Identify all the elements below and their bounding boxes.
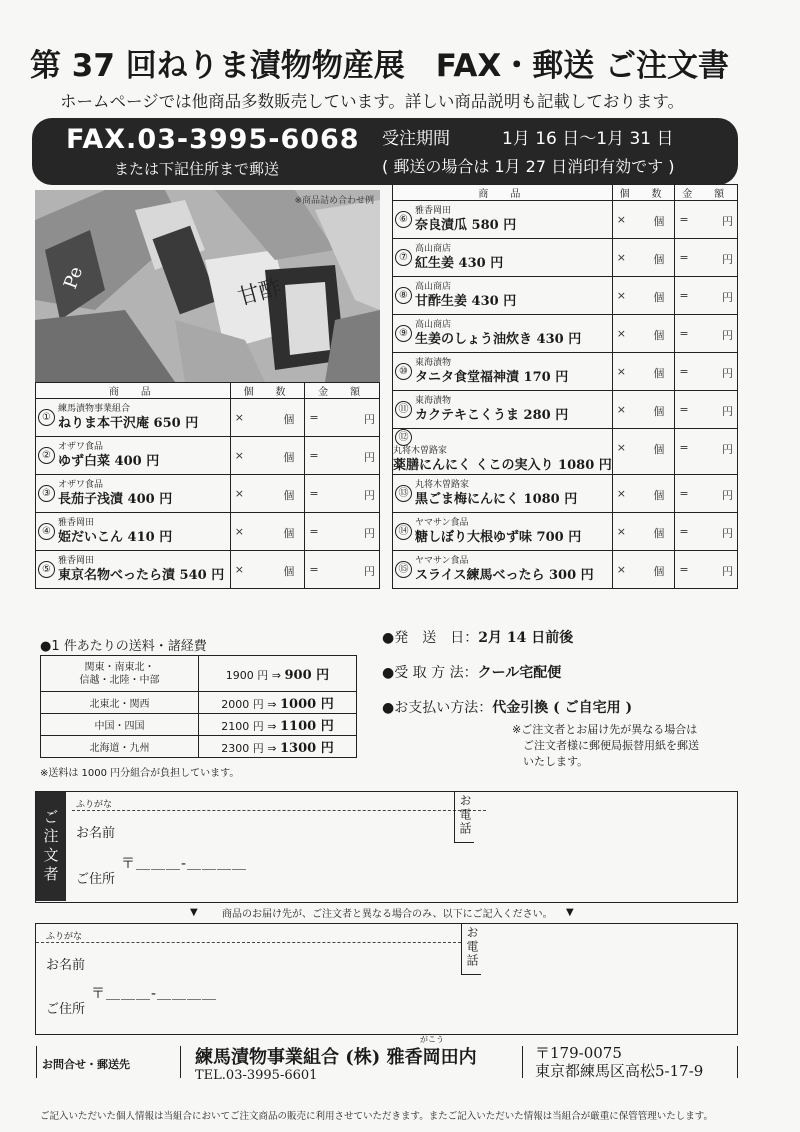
footer-bracket-left — [36, 1046, 37, 1078]
product-number: ⑫ — [395, 429, 412, 446]
footer-contact-label: お問合せ・郵送先 — [42, 1058, 130, 1071]
footer-org-ruby: がこう — [420, 1035, 444, 1044]
equals-symbol: = — [679, 365, 689, 378]
quantity-field[interactable] — [230, 437, 305, 475]
product-name-block — [58, 404, 198, 432]
product-photo — [35, 190, 380, 382]
product-name-block — [415, 518, 581, 546]
product-name: 姫だいこん 410 円 — [58, 529, 173, 545]
times-symbol: × — [616, 213, 626, 226]
product-row — [393, 551, 738, 589]
product-maker: 高山商店 — [415, 319, 452, 330]
product-maker: 丸将木曽路家 — [393, 446, 448, 456]
product-name: 奈良漬瓜 580 円 — [415, 217, 517, 233]
yen-label: 円 — [722, 291, 733, 304]
order-period-note: ( 郵送の場合は 1月 27 日消印有効です ) — [382, 157, 675, 176]
shipping-cost — [199, 714, 357, 736]
arrow-right-icon: ⇒ — [271, 669, 282, 682]
delivery-address-field[interactable] — [41, 1004, 731, 1026]
equals-symbol: = — [679, 487, 689, 500]
product-cell — [393, 277, 613, 315]
col-product: 商 品 — [393, 185, 613, 201]
delivery-address-label: ご住所 — [46, 1002, 86, 1017]
product-cell — [36, 513, 231, 551]
amount-field[interactable] — [675, 315, 738, 353]
ship-date-label: ●発 送 日： — [382, 630, 479, 646]
tel-label-bottom — [461, 974, 481, 975]
unit-label: 個 — [653, 527, 665, 540]
quantity-field[interactable] — [230, 513, 305, 551]
product-number: ⑮ — [395, 561, 412, 578]
quantity-field[interactable] — [612, 201, 675, 239]
yen-label: 円 — [722, 405, 733, 418]
product-name: ねりま本干沢庵 650 円 — [58, 415, 199, 431]
product-cell — [36, 437, 231, 475]
equals-symbol: = — [679, 403, 689, 416]
arrow-down-icon: ▼ — [190, 907, 198, 918]
delivery-tel-label: お電話 — [461, 924, 481, 974]
product-row — [36, 399, 380, 437]
cost-after: 900 円 — [284, 668, 330, 683]
payment-method-label: ●お支払い方法： — [382, 700, 493, 716]
left-product-table — [35, 382, 380, 589]
delivery-form — [35, 923, 738, 1035]
quantity-field[interactable] — [612, 513, 675, 551]
ship-date-value: 2月 14 日前後 — [478, 630, 574, 646]
product-number: ⑧ — [395, 287, 412, 304]
cost-after: 1100 円 — [280, 719, 334, 734]
product-number: ⑤ — [38, 561, 55, 578]
times-symbol: × — [234, 449, 244, 462]
product-name-block — [415, 556, 594, 584]
times-symbol: × — [616, 525, 626, 538]
product-maker: ヤマサン食品 — [415, 555, 469, 566]
quantity-field[interactable] — [230, 475, 305, 513]
equals-symbol: = — [309, 525, 319, 538]
amount-field[interactable] — [675, 429, 738, 475]
amount-field[interactable] — [675, 551, 738, 589]
unit-label: 個 — [283, 413, 295, 426]
product-name-block — [58, 480, 172, 508]
product-name: 生姜のしょう油炊き 430 円 — [415, 331, 582, 347]
privacy-notice: ご記入いただいた個人情報は当組合においてご注文商品の販売に利用させていただきます。またご記入いただいた情報は当組合が厳重に保管管理いたします。 — [40, 1111, 713, 1122]
product-name-block — [415, 358, 568, 386]
shipping-cost — [199, 692, 357, 714]
orderer-name-label: お名前 — [76, 826, 116, 841]
fax-banner — [32, 118, 738, 185]
product-name: 薬膳にんにく くこの実入り 1080 円 — [393, 458, 612, 473]
amount-field[interactable] — [675, 475, 738, 513]
product-name: タニタ食堂福神漬 170 円 — [415, 369, 569, 385]
product-maker: 雅香岡田 — [415, 205, 452, 216]
table-header-row — [36, 383, 380, 399]
orderer-name-field[interactable] — [72, 832, 452, 854]
product-name: 甘酢生姜 430 円 — [415, 293, 517, 309]
product-number: ⑨ — [395, 325, 412, 342]
yen-label: 円 — [364, 451, 375, 464]
product-name: 長茄子浅漬 400 円 — [58, 491, 173, 507]
equals-symbol: = — [309, 563, 319, 576]
times-symbol: × — [234, 411, 244, 424]
product-row — [393, 475, 738, 513]
product-number: ⑪ — [395, 401, 412, 418]
yen-label: 円 — [722, 443, 733, 456]
quantity-field[interactable] — [612, 315, 675, 353]
cost-before: 2000 円 — [221, 698, 264, 711]
product-number: ⑭ — [395, 523, 412, 540]
arrow-down-icon: ▼ — [566, 907, 574, 918]
product-number: ④ — [38, 523, 55, 540]
product-cell — [393, 201, 613, 239]
shipping-cost — [199, 736, 357, 758]
quantity-field[interactable] — [230, 551, 305, 589]
product-row — [36, 551, 380, 589]
orderer-furigana-field[interactable] — [72, 809, 486, 831]
times-symbol: × — [616, 403, 626, 416]
arrow-right-icon: ⇒ — [267, 698, 277, 711]
equals-symbol: = — [679, 251, 689, 264]
col-amount: 金 額 — [305, 383, 380, 399]
product-cell — [393, 353, 613, 391]
product-cell — [36, 551, 231, 589]
amount-field[interactable] — [675, 277, 738, 315]
orderer-tel-field[interactable] — [476, 796, 731, 836]
product-maker: 東海漬物 — [415, 357, 452, 368]
quantity-field[interactable] — [612, 391, 675, 429]
delivery-instruction: 商品のお届け先が、ご注文者と異なる場合のみ、以下にご記入ください。 — [222, 909, 553, 920]
unit-label: 個 — [283, 565, 295, 578]
product-name-block — [415, 480, 577, 508]
product-maker: オザワ食品 — [58, 441, 104, 452]
equals-symbol: = — [309, 411, 319, 424]
product-maker: オザワ食品 — [58, 479, 104, 490]
footer-bracket-right — [737, 1046, 738, 1078]
product-row — [393, 239, 738, 277]
orderer-side-label: ご注文者 — [36, 792, 66, 901]
product-name-block — [58, 518, 172, 546]
yen-label: 円 — [722, 527, 733, 540]
ship-date-row — [382, 627, 573, 647]
shipping-table — [40, 655, 357, 758]
cost-after: 1300 円 — [280, 741, 334, 756]
product-maker: 高山商店 — [415, 243, 452, 254]
times-symbol: × — [616, 441, 626, 454]
amount-field[interactable] — [675, 239, 738, 277]
equals-symbol: = — [679, 289, 689, 302]
quantity-field[interactable] — [612, 277, 675, 315]
shipping-region: 中国・四国 — [41, 714, 199, 736]
product-cell — [393, 551, 613, 589]
shipping-row — [41, 692, 357, 714]
product-number: ⑩ — [395, 363, 412, 380]
footer-org-name: 練馬漬物事業組合 (株) 雅香岡田内 — [195, 1047, 477, 1068]
yen-label: 円 — [722, 329, 733, 342]
yen-label: 円 — [722, 565, 733, 578]
product-name: ゆず白菜 400 円 — [58, 453, 160, 469]
svg-text:甘酢: 甘酢 — [235, 275, 285, 311]
equals-symbol: = — [679, 327, 689, 340]
arrow-right-icon: ⇒ — [267, 742, 277, 755]
orderer-address-label: ご住所 — [76, 872, 116, 887]
product-row — [393, 201, 738, 239]
orderer-furigana-label: ふりがな — [76, 800, 113, 810]
furigana-divider — [36, 942, 461, 943]
cost-before: 2100 円 — [221, 720, 264, 733]
orderer-tel-label: お電話 — [454, 792, 474, 842]
yen-label: 円 — [722, 489, 733, 502]
shipping-row — [41, 656, 357, 692]
times-symbol: × — [234, 525, 244, 538]
cost-before: 2300 円 — [221, 742, 264, 755]
times-symbol: × — [616, 563, 626, 576]
receive-method-row — [382, 662, 561, 682]
delivery-zip-field[interactable]: 〒＿＿＿-＿＿＿＿ — [91, 986, 218, 1002]
times-symbol: × — [616, 487, 626, 500]
receive-method-label: ●受 取 方 法： — [382, 665, 478, 681]
shipping-cost — [199, 656, 357, 692]
times-symbol: × — [616, 365, 626, 378]
equals-symbol: = — [309, 487, 319, 500]
quantity-field[interactable] — [612, 239, 675, 277]
unit-label: 個 — [653, 367, 665, 380]
product-cell — [393, 315, 613, 353]
times-symbol: × — [234, 487, 244, 500]
right-product-table — [392, 184, 738, 589]
fax-post-text: または下記住所まで郵送 — [114, 160, 280, 178]
yen-label: 円 — [722, 367, 733, 380]
product-number: ⑥ — [395, 211, 412, 228]
delivery-tel-field[interactable] — [483, 928, 733, 968]
product-maker: 雅香岡田 — [58, 555, 95, 566]
product-row — [393, 315, 738, 353]
delivery-name-label: お名前 — [46, 958, 86, 973]
shipping-region: 関東・南東北・ 信越・北陸・中部 — [41, 656, 199, 692]
cost-after: 1000 円 — [280, 697, 334, 712]
footer-divider — [522, 1046, 523, 1078]
product-name-block — [393, 446, 612, 474]
amount-field[interactable] — [675, 513, 738, 551]
unit-label: 個 — [653, 253, 665, 266]
product-cell — [393, 391, 613, 429]
product-name-block — [58, 556, 224, 584]
product-row — [393, 429, 738, 475]
unit-label: 個 — [653, 443, 665, 456]
amount-field[interactable] — [305, 513, 380, 551]
unit-label: 個 — [283, 489, 295, 502]
product-cell — [393, 239, 613, 277]
product-number: ⑦ — [395, 249, 412, 266]
product-name: 糖しぼり大根ゆず味 700 円 — [415, 529, 582, 545]
product-number: ⑬ — [395, 485, 412, 502]
quantity-field[interactable] — [230, 399, 305, 437]
footer-tel: TEL.03-3995-6601 — [195, 1068, 318, 1083]
product-cell — [393, 475, 613, 513]
equals-symbol: = — [679, 441, 689, 454]
unit-label: 個 — [653, 489, 665, 502]
product-cell — [36, 399, 231, 437]
orderer-form — [35, 791, 738, 903]
product-number: ③ — [38, 485, 55, 502]
quantity-field[interactable] — [612, 475, 675, 513]
product-name: スライス練馬べったら 300 円 — [415, 567, 594, 583]
amount-field[interactable] — [305, 399, 380, 437]
footer-address: 東京都練馬区高松5-17-9 — [535, 1062, 704, 1080]
unit-label: 個 — [653, 405, 665, 418]
product-name-block — [415, 320, 581, 348]
col-qty: 個 数 — [230, 383, 305, 399]
product-row — [393, 277, 738, 315]
arrow-right-icon: ⇒ — [267, 720, 277, 733]
svg-text:Pe: Pe — [59, 263, 88, 292]
amount-field[interactable] — [305, 437, 380, 475]
page-title: 第 37 回ねりま漬物物産展 FAX・郵送 ご注文書 — [30, 48, 730, 84]
unit-label: 個 — [283, 451, 295, 464]
page-subtitle: ホームページでは他商品多数販売しています。詳しい商品説明も記載しております。 — [60, 92, 685, 111]
product-maker: 高山商店 — [415, 281, 452, 292]
unit-label: 個 — [653, 215, 665, 228]
product-name-block — [415, 396, 568, 424]
yen-label: 円 — [722, 215, 733, 228]
shipping-row — [41, 736, 357, 758]
shipping-note: ※送料は 1000 円分組合が負担しています。 — [40, 768, 240, 779]
product-cell — [393, 513, 613, 551]
product-cell — [393, 429, 613, 475]
shipping-region: 北海道・九州 — [41, 736, 199, 758]
unit-label: 個 — [653, 329, 665, 342]
quantity-field[interactable] — [612, 353, 675, 391]
quantity-field[interactable] — [612, 429, 675, 475]
payment-method-value: 代金引換 ( ご自宅用 ) — [492, 700, 633, 716]
product-row — [36, 513, 380, 551]
product-number: ① — [38, 409, 55, 426]
product-number: ② — [38, 447, 55, 464]
product-row — [36, 475, 380, 513]
product-row — [393, 391, 738, 429]
product-name-block — [58, 442, 159, 470]
yen-label: 円 — [364, 413, 375, 426]
times-symbol: × — [616, 289, 626, 302]
times-symbol: × — [616, 327, 626, 340]
equals-symbol: = — [679, 525, 689, 538]
amount-field[interactable] — [675, 391, 738, 429]
col-product: 商 品 — [36, 383, 231, 399]
orderer-zip-field[interactable]: 〒＿＿＿-＿＿＿＿ — [121, 856, 248, 872]
product-maker: 練馬漬物事業組合 — [58, 403, 131, 414]
photo-note: ※商品詰め合わせ例 — [294, 196, 374, 206]
times-symbol: × — [234, 563, 244, 576]
product-name: 紅生姜 430 円 — [415, 255, 504, 271]
yen-label: 円 — [722, 253, 733, 266]
product-maker: ヤマサン食品 — [415, 517, 469, 528]
product-row — [393, 353, 738, 391]
tel-label-bottom — [454, 842, 474, 843]
equals-symbol: = — [679, 563, 689, 576]
order-period-label: 受注期間 — [382, 129, 450, 149]
order-period-dates: 1月 16 日～1月 31 日 — [502, 129, 674, 149]
product-name: カクテキこくうま 280 円 — [415, 407, 569, 423]
yen-label: 円 — [364, 489, 375, 502]
unit-label: 個 — [653, 291, 665, 304]
product-cell — [36, 475, 231, 513]
product-name-block — [415, 206, 516, 234]
equals-symbol: = — [679, 213, 689, 226]
product-maker: 雅香岡田 — [58, 517, 95, 528]
equals-symbol: = — [309, 449, 319, 462]
col-qty: 個 数 — [612, 185, 675, 201]
footer-divider — [180, 1046, 181, 1078]
product-name: 黒ごま梅にんにく 1080 円 — [415, 491, 578, 507]
amount-field[interactable] — [305, 551, 380, 589]
product-maker: 丸将木曽路家 — [415, 479, 470, 490]
table-header-row — [393, 185, 738, 201]
receive-method-value: クール宅配便 — [477, 665, 562, 681]
times-symbol: × — [616, 251, 626, 264]
unit-label: 個 — [283, 527, 295, 540]
payment-method-row — [382, 697, 632, 717]
product-row — [393, 513, 738, 551]
amount-field[interactable] — [675, 201, 738, 239]
col-amount: 金 額 — [675, 185, 738, 201]
yen-label: 円 — [364, 527, 375, 540]
footer-zip: 〒179-0075 — [535, 1044, 622, 1062]
pickles-photo-illustration — [35, 190, 380, 382]
unit-label: 個 — [653, 565, 665, 578]
product-name-block — [415, 244, 503, 272]
shipping-row — [41, 714, 357, 736]
delivery-furigana-label: ふりがな — [46, 932, 83, 942]
product-name-block — [415, 282, 516, 310]
fax-number: FAX.03-3995-6068 — [66, 124, 360, 155]
amount-field[interactable] — [305, 475, 380, 513]
furigana-divider — [72, 810, 486, 811]
info-note: ※ご注文者とお届け先が異なる場合は ご注文者様に郵便局振替用紙を郵送 いたします。 — [512, 723, 699, 768]
amount-field[interactable] — [675, 353, 738, 391]
quantity-field[interactable] — [612, 551, 675, 589]
cost-before: 1900 円 — [225, 669, 269, 682]
shipping-region: 北東北・関西 — [41, 692, 199, 714]
product-maker: 東海漬物 — [415, 395, 452, 406]
orderer-address-field[interactable] — [72, 872, 732, 894]
product-row — [36, 437, 380, 475]
product-name: 東京名物べったら漬 540 円 — [58, 567, 225, 583]
shipping-title: ●1 件あたりの送料・諸経費 — [40, 639, 207, 654]
yen-label: 円 — [364, 565, 375, 578]
